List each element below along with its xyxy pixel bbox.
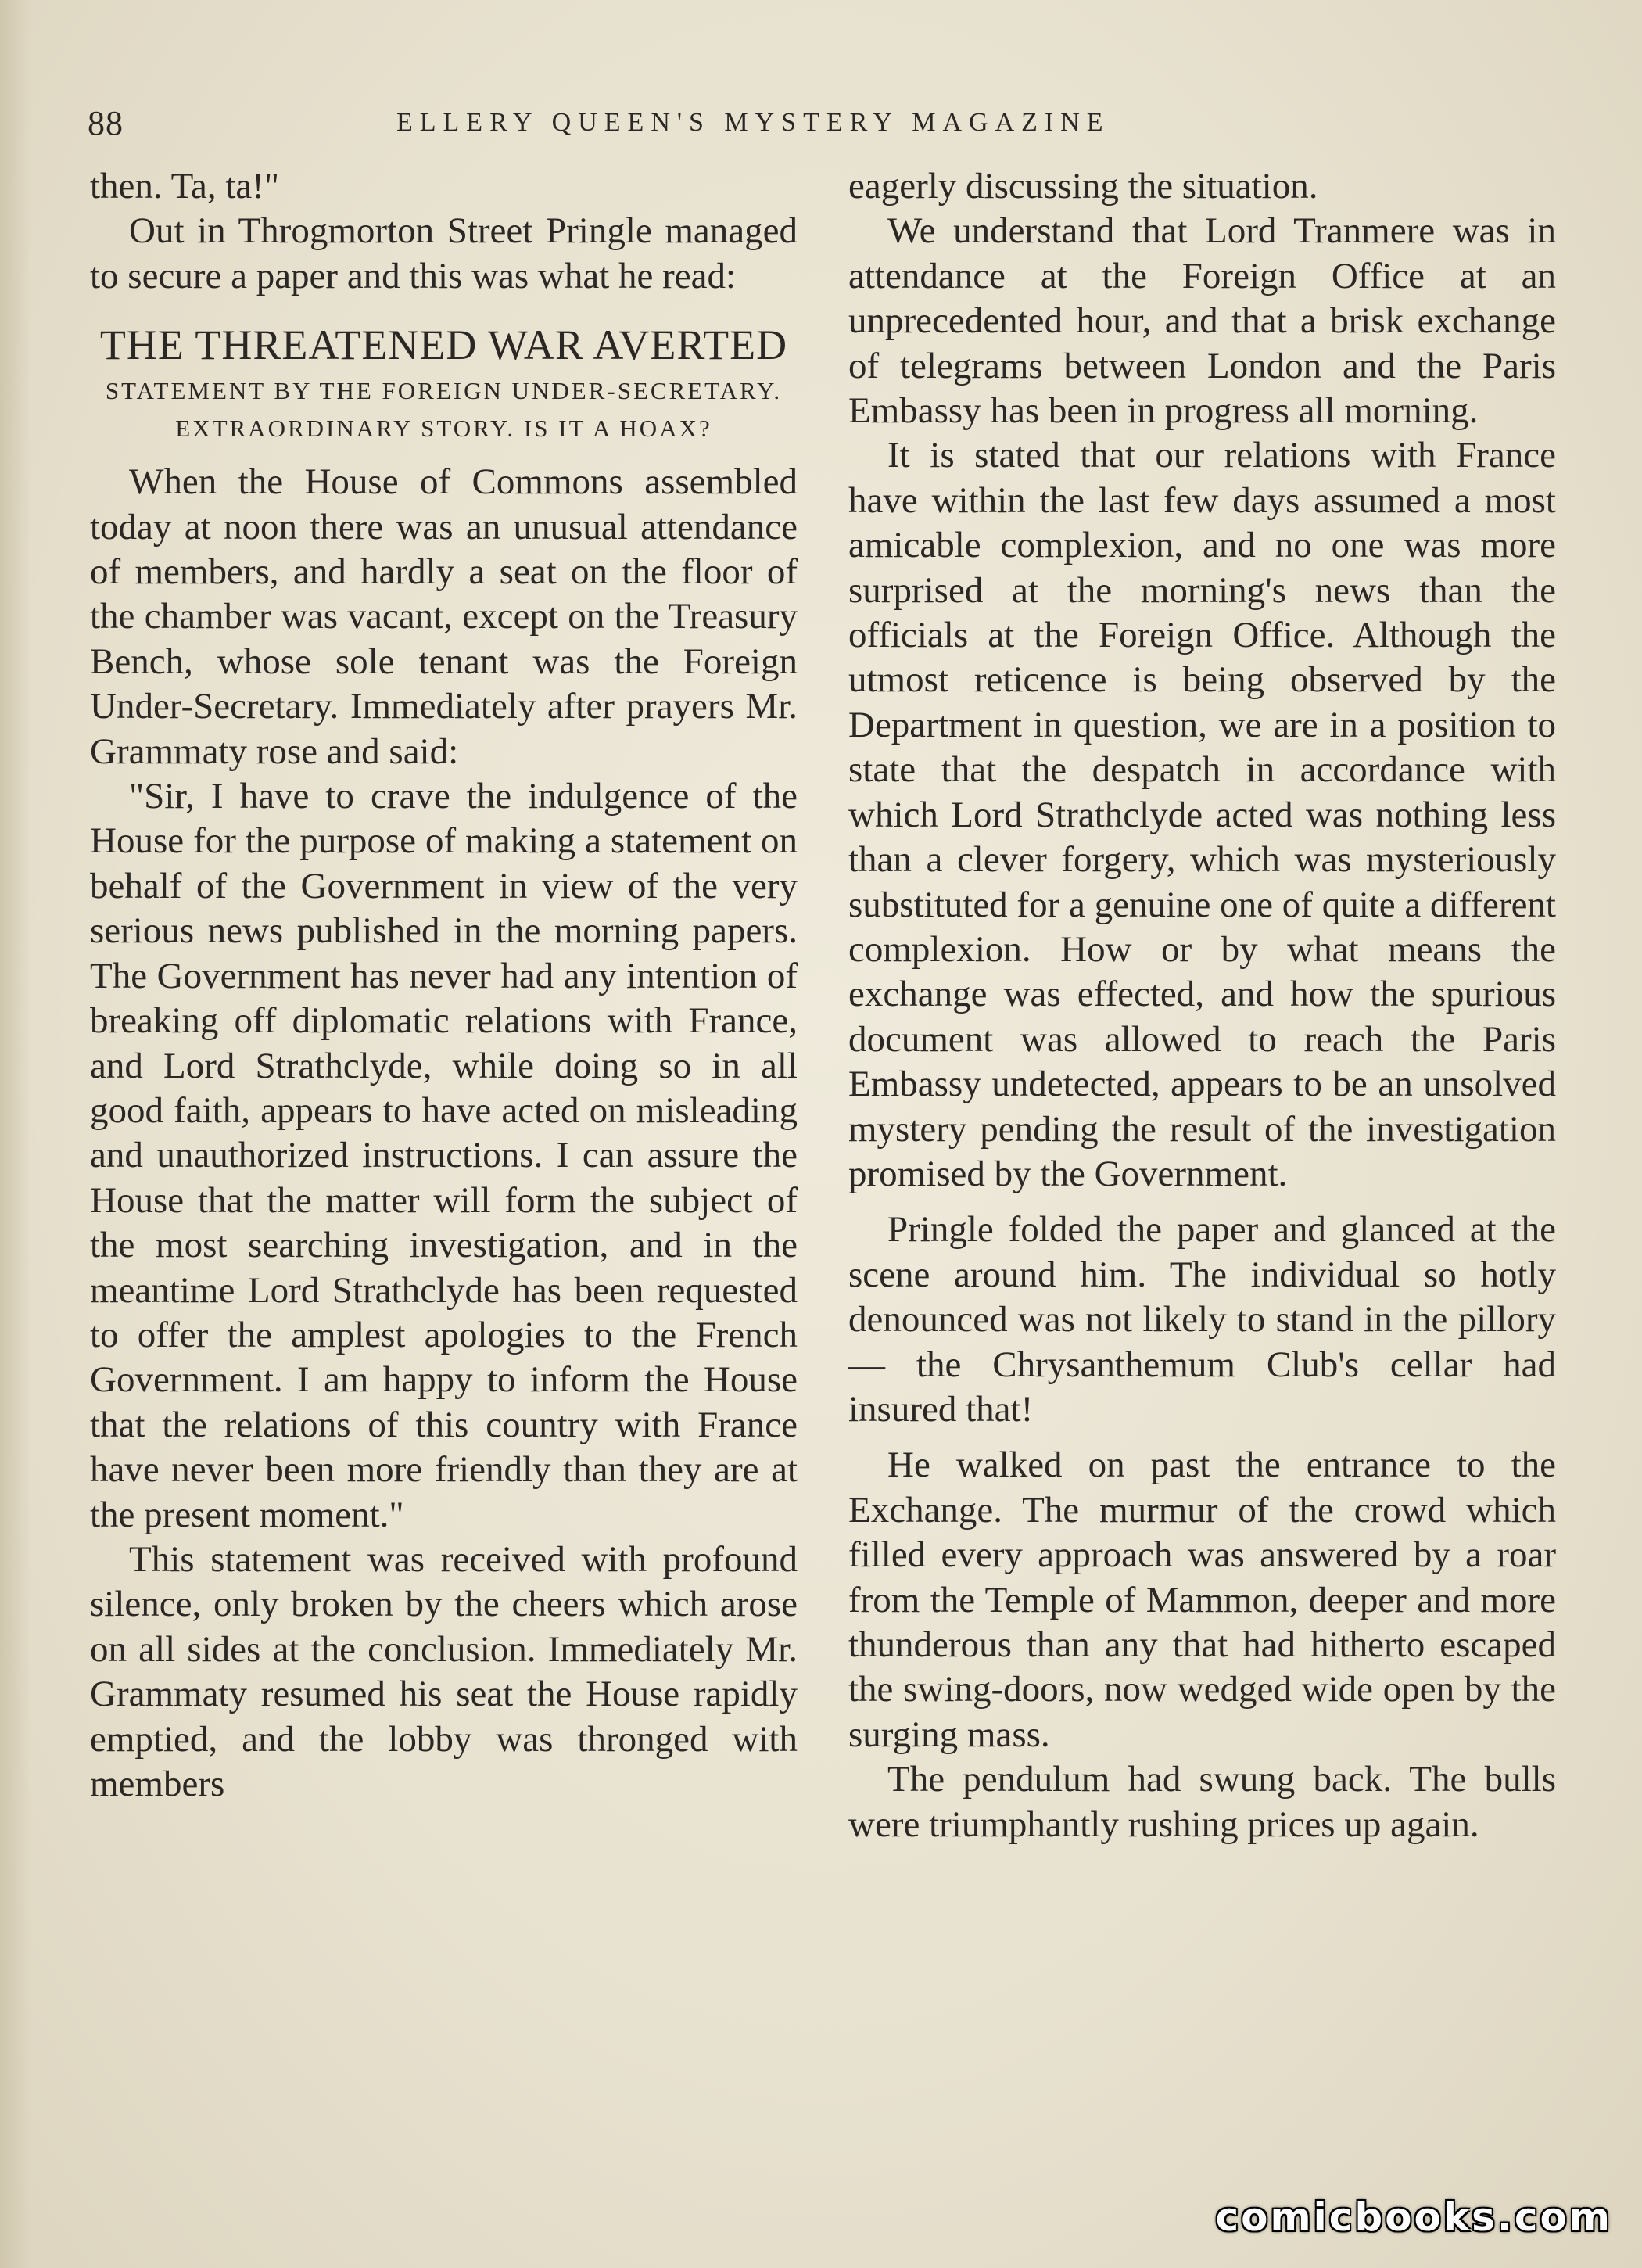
newspaper-subhead: EXTRAORDINARY STORY. IS IT A HOAX? bbox=[175, 414, 712, 443]
paragraph: eagerly discussing the situation. bbox=[848, 166, 1318, 206]
running-head: ELLERY QUEEN'S MYSTERY MAGAZINE bbox=[396, 108, 1110, 137]
paragraph: When the House of Commons assembled today at noon there was an unusual attendance of members, and hardly a seat on the floor of the chamber was vacant, except on the Treasury Bench, whose sole tenant was the Foreign Under-Secretary. Immediately after prayers Mr. Grammaty rose and said: bbox=[90, 461, 798, 772]
paragraph: He walked on past the entrance to the Exchange. The murmur of the crowd which filled every approach was answered by a roar from the Temple of Mammon, deeper and more thunderous than any that had hitherto escaped the swing-doors, now wedged wide open by the surging mass. bbox=[848, 1444, 1556, 1755]
right-column bbox=[848, 164, 1556, 1847]
paragraph: The pendulum had swung back. The bulls were triumphantly rushing prices up again. bbox=[848, 1759, 1556, 1845]
paragraph: Pringle folded the paper and glanced at the scene around him. The individual so hotly denounced was not likely to stand in the pillory — the Chrysanthemum Club's cellar had insured that! bbox=[848, 1209, 1556, 1430]
watermark: comicbooks.com bbox=[1215, 2194, 1612, 2240]
newspaper-subhead: STATEMENT BY THE FOREIGN UNDER-SECRETARY. bbox=[105, 377, 783, 405]
page-header bbox=[88, 103, 1573, 150]
paragraph: This statement was received with profound silence, only broken by the cheers which arose on all sides at the conclusion. Immediately Mr. Grammaty resumed his seat the House rapidly emptied, and the lobby was thronged with members bbox=[90, 1538, 798, 1804]
paragraph: "Sir, I have to crave the indulgence of the House for the purpose of making a statement on behalf of the Government in view of the very serious news published in the morning papers. The Government has never had any intention of breaking off diplomatic relations with France, and Lord Strathclyde, while doing so in all good faith, appears to have acted on misleading and unauthorized instructions. I can assure the House that the matter will form the subject of the most searching investigation, and in the meantime Lord Strathclyde has been requested to offer the amplest apologies to the French Government. I am happy to inform the House that the relations of this country with France have never been more friendly than they are at the present moment." bbox=[90, 776, 798, 1535]
newspaper-headline: THE THREATENED WAR AVERTED bbox=[99, 321, 788, 369]
paragraph: Out in Throgmorton Street Pringle managed to secure a paper and this was what he read: bbox=[90, 210, 798, 296]
page-edge-shadow bbox=[0, 0, 31, 2268]
paragraph: It is stated that our relations with France have within the last few days assumed a most amicable complexion, and no one was more surprised at the morning's news than the officials at the Foreign Office. Although the utmost reticence is being observed by the Department in question, we are in a position to state that the despatch in accordance with which Lord Strathclyde acted was nothing less than a clever forgery, which was mysteriously substituted for a genuine one of quite a different complexion. How or by what means the exchange was effected, and how the spurious document was allowed to reach the Paris Embassy undetected, appears to be an unsolved mystery pending the result of the investigation promised by the Government. bbox=[848, 435, 1556, 1194]
paragraph: We understand that Lord Tranmere was in attendance at the Foreign Office at an unprecedented hour, and that a brisk exchange of telegrams between London and the Paris Embassy has been in progress all morning. bbox=[848, 210, 1556, 432]
left-column bbox=[90, 164, 798, 1807]
page-number: 88 bbox=[88, 104, 124, 142]
paragraph: then. Ta, ta!" bbox=[90, 166, 280, 206]
